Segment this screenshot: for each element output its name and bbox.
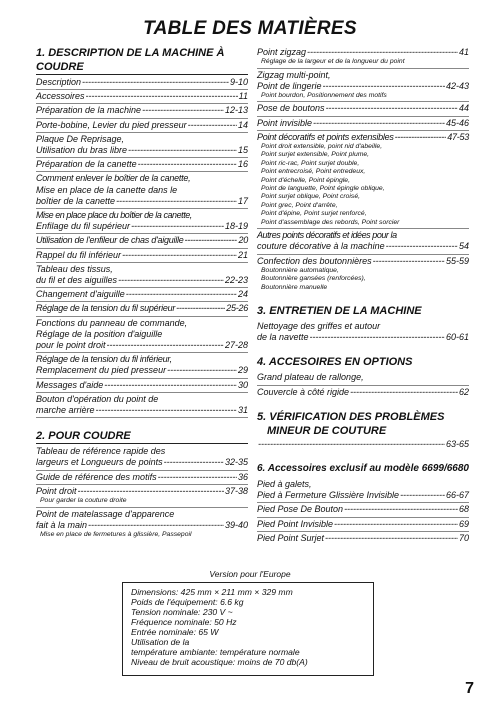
entry-title: Description [36, 77, 82, 87]
entry-sub: Point d'épine, Point surjet renforcé, [261, 210, 367, 218]
entry-title: Point décoratifs et points extensibles [257, 131, 394, 142]
toc-entry-preparation-canette [36, 158, 248, 172]
entry-line: Tableau de référence rapide des [36, 446, 166, 457]
entry-title: Préparation de la machine [36, 105, 142, 116]
entry-page: 31 [237, 405, 248, 416]
entry-page: 20 [238, 235, 248, 246]
toc-entry-guide-motifs [36, 471, 248, 485]
entry-page: 9-10 [229, 77, 248, 87]
toc-entry-changement-aiguille [36, 288, 248, 302]
entry-title: Pied à Fermeture Glissière Invisible [257, 490, 400, 501]
toc-entry-description [36, 76, 248, 90]
entry-sub: Boutonnière gansées (renforcées), [261, 275, 366, 283]
entry-page: 42-43 [445, 80, 469, 91]
entry-title: fait à la main [36, 519, 88, 530]
toc-entry-preparation-machine [36, 104, 248, 118]
entry-title: pour le point droit [36, 340, 106, 351]
entry-title: Pied Point Invisible [257, 518, 334, 529]
entry-title: Pose de boutons [257, 103, 325, 114]
entry-sub: Point bourdon, Positionnement des motifs [261, 92, 387, 100]
entry-sub: Réglage de la largeur et de la longueur du point [261, 58, 405, 66]
entry-sub: Point surjet oblique, Point croisé, [261, 193, 360, 201]
toc-entry-accessoires [36, 90, 248, 104]
entry-title: Enfilage du fil supérieur [36, 221, 131, 232]
entry-sub: Mise en place de fermetures à glissière, Passepoil [40, 530, 192, 538]
page-number: 7 [465, 680, 474, 697]
toc-entry-zigzag-multipoint [257, 69, 469, 103]
toc-entry-pied-surjet [257, 532, 469, 545]
entry-line: Mise en place de la canette dans le [36, 184, 178, 195]
section-heading-5: 5. VÉRIFICATION DES PROBLÈMES [257, 410, 445, 423]
entry-page: 45-46 [445, 117, 469, 128]
entry-title: marche arrière [36, 405, 95, 416]
entry-title: Préparation de la canette [36, 159, 137, 170]
entry-sub: Point d'échelle, Point épingle, [261, 176, 350, 184]
toc-entry-pied-galets [257, 478, 469, 503]
entry-line: Zigzag multi-point, [257, 69, 331, 80]
entry-page: 62 [458, 386, 469, 397]
toc-entry-pied-invisible [257, 518, 469, 532]
page-title: TABLE DES MATIÈRES [143, 18, 357, 39]
entry-title: couture décorative à la machine [257, 241, 385, 252]
entry-page: 66-67 [445, 490, 469, 501]
entry-page: 12-13 [224, 105, 248, 116]
entry-title: Rappel du fil inférieur [36, 249, 122, 260]
section-heading-1: 1. DESCRIPTION DE LA MACHINE À COUDRE [36, 46, 248, 75]
toc-entry-couvercle [257, 386, 469, 399]
entry-sub: Point droit extensible, point nid d'abeille, [261, 143, 383, 151]
spec-line: Poids de l'équipement: 6.6 kg [131, 597, 244, 607]
spec-line: Niveau de bruit acoustique: moins de 70 db(A) [131, 657, 308, 667]
toc-entry-options [257, 371, 469, 385]
entry-title: Point droit [36, 485, 77, 496]
entry-title: Messages d'aide [36, 379, 104, 390]
entry-line: Nettoyage des griffes et autour [257, 320, 381, 331]
entry-sub: Point surjet extensible, Point plume, [261, 151, 370, 159]
entry-title: Changement d'aiguille [36, 289, 125, 300]
entry-title: Porte-bobine, Levier du pied presseur [36, 119, 187, 130]
entry-line: Réglage de la tension du fil inférieur, [36, 354, 172, 365]
entry-page: 44 [458, 103, 469, 114]
entry-line: Réglage de la position d'aiguille [36, 328, 163, 339]
toc-entry-points-decoratifs [257, 131, 469, 229]
entry-page: 16 [237, 159, 248, 170]
entry-line: Mise en place place du boîtier de la canette, [36, 210, 192, 221]
spec-line: température ambiante: température normale [131, 647, 300, 657]
entry-title: de la navette [257, 332, 309, 343]
toc-entry-marche-arriere [36, 393, 248, 418]
entry-sub: Boutonnière manuelle [261, 283, 328, 291]
entry-title: Confection des boutonnières [257, 255, 372, 266]
toc-entry-matelassage [36, 508, 248, 541]
entry-line: Autres points décoratifs et idées pour la [257, 230, 397, 241]
toc-right-column [257, 46, 469, 545]
entry-title: Réglage de la tension du fil supérieur [36, 303, 176, 314]
entry-page: 60-61 [445, 332, 469, 343]
entry-line: Grand plateau de rallonge, [257, 372, 364, 383]
entry-page: 68 [458, 504, 469, 515]
toc-entry-point-invisible [257, 117, 469, 131]
entry-line: Plaque De Reprisage, [36, 133, 125, 144]
toc-entry-messages-aide [36, 379, 248, 393]
entry-title: Accessoires [36, 91, 85, 102]
toc-entry-point-zigzag [257, 46, 469, 69]
toc-entry-rappel-fil [36, 249, 248, 263]
entry-title: Remplacement du pied presseur [36, 365, 167, 376]
entry-sub: Boutonnière automatique, [261, 266, 339, 274]
toc-entry-plaque-reprisage [36, 133, 248, 158]
entry-title: boîtier de la canette [36, 195, 116, 206]
entry-sub: Point de languette, Point épingle oblique, [261, 185, 385, 193]
section-heading-5-line2: MINEUR DE COUTURE [267, 424, 387, 437]
toc-entry-verification [257, 438, 469, 451]
section-heading-4: 4. ACCESOIRES EN OPTIONS [257, 356, 413, 369]
entry-sub: Pour garder la couture droite [40, 497, 127, 505]
entry-title: Utilisation de l'enfileur de chas d'aiguille [36, 235, 184, 246]
entry-page: 14 [237, 119, 248, 130]
entry-page: 32-35 [224, 457, 248, 468]
toc-entry-tension-superieur [36, 302, 248, 316]
entry-page: 69 [458, 518, 469, 529]
entry-page: 47-53 [447, 131, 469, 142]
toc-entry-pied-bouton [257, 503, 469, 517]
entry-page: 29 [237, 365, 248, 376]
spec-line: Utilisation de la [131, 637, 190, 647]
entry-page: 15 [237, 145, 248, 156]
entry-page: 37-38 [224, 485, 248, 496]
toc-entry-boutonnieres [257, 255, 469, 293]
spec-line: Fréquence nominale: 50 Hz [131, 617, 237, 627]
toc-entry-tableau-reference [36, 445, 248, 470]
entry-page: 70 [458, 532, 469, 543]
entry-page: 27-28 [224, 340, 248, 351]
entry-title: Point de lingerie [257, 80, 322, 91]
entry-page: 11 [238, 91, 248, 102]
section-heading-6: 6. Accessoires exclusif au modèle 6699/6680 [257, 462, 469, 474]
toc-entry-point-droit [36, 485, 248, 508]
entry-sub: Point entrecroisé, Point entredeux, [261, 168, 366, 176]
entry-page: 18-19 [224, 221, 248, 232]
entry-page: 36 [237, 471, 248, 482]
entry-page: 24 [237, 289, 248, 300]
entry-line: Fonctions du panneau de commande, [36, 317, 188, 328]
toc-entry-enfilage [36, 209, 248, 234]
entry-sub: Point grec, Point d'arrête, [261, 201, 338, 209]
entry-title: Utilisation du bras libre [36, 145, 128, 156]
entry-sub: Point d'assemblage des rebords, Point sorcier [261, 218, 400, 226]
toc-entry-tableau-tissus [36, 263, 248, 288]
entry-title: Point invisible [257, 117, 313, 128]
spec-line: Entrée nominale: 65 W [131, 627, 219, 637]
entry-page: 30 [237, 379, 248, 390]
toc-left-column [36, 46, 248, 540]
entry-page: 17 [237, 195, 248, 206]
entry-page: 25-26 [226, 303, 248, 314]
entry-line: Tableau des tissus, [36, 263, 113, 274]
section-heading-3: 3. ENTRETIEN DE LA MACHINE [257, 304, 422, 317]
toc-entry-autres-points [257, 229, 469, 254]
spec-line: Dimensions: 425 mm × 211 mm × 329 mm [131, 587, 293, 597]
toc-entry-pose-boutons [257, 102, 469, 116]
toc-entry-porte-bobine [36, 119, 248, 133]
entry-line: Bouton d'opération du point de [36, 393, 159, 404]
toc-entry-tension-inferieur [36, 353, 248, 378]
entry-page: 21 [237, 249, 248, 260]
entry-line: Comment enlever le boîtier de la canette, [36, 173, 191, 184]
entry-line: Point de matelassage d'apparence [36, 508, 175, 519]
specifications-box [122, 582, 374, 676]
toc-entry-enfileur [36, 234, 248, 248]
entry-page: 54 [458, 241, 469, 252]
version-label: Version pour l'Europe [209, 569, 291, 579]
spec-line: Tension nominale: 230 V ~ [131, 607, 233, 617]
toc-entry-panneau-commande [36, 317, 248, 354]
toc-entry-entretien [257, 320, 469, 344]
entry-title: Couvercle à côté rigide [257, 386, 350, 397]
entry-page: 63-65 [445, 438, 469, 449]
entry-title: Point zigzag [257, 47, 307, 57]
entry-page: 39-40 [224, 519, 248, 530]
section-heading-2: 2. POUR COUDRE [36, 429, 248, 444]
entry-line: Pied à galets, [257, 478, 312, 489]
entry-title: Pied Point Surjet [257, 532, 325, 543]
entry-title: du fil et des aiguilles [36, 275, 118, 286]
toc-entry-boitier-canette [36, 172, 248, 209]
entry-title: Pied Pose De Bouton [257, 504, 344, 515]
entry-page: 41 [458, 47, 469, 57]
entry-title: Guide de référence des motifs [36, 471, 157, 482]
entry-sub: Point ric-rac, Point surjet double, [261, 159, 360, 167]
entry-title: largeurs et Longueurs de points [36, 457, 163, 468]
entry-page: 22-23 [224, 275, 248, 286]
entry-page: 55-59 [445, 255, 469, 266]
